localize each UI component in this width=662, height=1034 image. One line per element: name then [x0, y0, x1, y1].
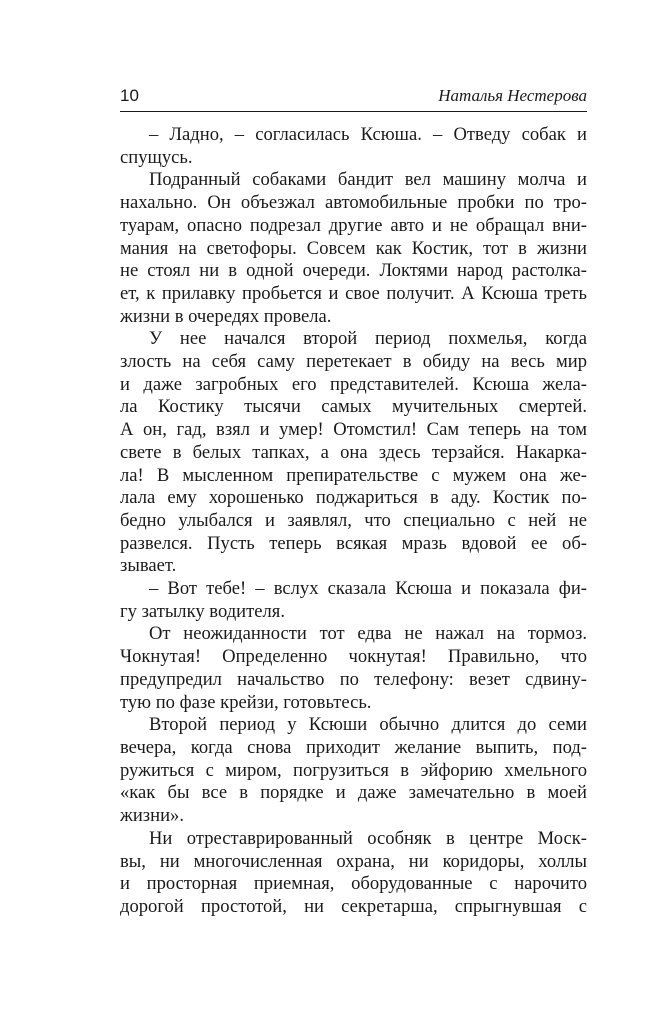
text-line: ет, к прилавку пробьется и свое получит. А Ксюша треть [120, 282, 587, 304]
text-line: и даже загробных его представителей. Ксюша жела- [120, 373, 587, 395]
body-text [120, 124, 587, 919]
text-line: туарам, опасно подрезал другие авто и не обращал вни- [120, 214, 587, 236]
text-line: «как бы все в порядке и даже замечательно в моей [120, 782, 587, 804]
text-line: жизни в очередях провела. [120, 305, 332, 327]
author-running-title: Наталья Нестерова [438, 86, 587, 105]
text-line: бедно улыбался и заявлял, что специально с ней не [120, 509, 587, 531]
text-line: А он, гад, взял и умер! Отомстил! Сам теперь на том [120, 419, 587, 441]
text-line: и просторная приемная, оборудованные с нарочито [120, 873, 587, 895]
running-head [120, 86, 587, 110]
text-line: зывает. [120, 555, 177, 577]
text-line: тую по фазе крейзи, готовьтесь. [120, 691, 372, 713]
text-line: спущусь. [120, 146, 193, 168]
text-line: – Вот тебе! – вслух сказала Ксюша и показала фи- [149, 578, 587, 600]
text-line: не стоял ни в одной очереди. Локтями народ растолка- [120, 260, 587, 282]
text-line: Второй период у Ксюши обычно длится до семи [149, 714, 587, 736]
page-number: 10 [120, 86, 139, 105]
text-line: Ни отреставрированный особняк в центре Моск- [149, 827, 587, 849]
text-line: злость на себя саму перетекает в обиду на весь мир [120, 351, 587, 373]
text-line: дорогой простотой, ни секретарша, спрыгнувшая с [120, 895, 587, 917]
text-line: Подранный собаками бандит вел машину молча и [149, 169, 587, 191]
header-rule [120, 111, 587, 112]
text-line: От неожиданности тот едва не нажал на тормоз. [149, 623, 587, 645]
text-line: ла! В мысленном препирательстве с мужем она же- [120, 464, 587, 486]
text-line: мания на светофоры. Совсем как Костик, тот в жизни [120, 237, 587, 259]
text-line: нахально. Он объезжал автомобильные пробки по тро- [120, 192, 587, 214]
text-line: гу затылку водителя. [120, 600, 285, 622]
text-line: жизни». [120, 805, 184, 827]
text-line: ружиться с миром, погрузиться в эйфорию хмельного [120, 759, 587, 781]
text-line: свете в белых тапках, а она здесь терзайся. Накарка- [120, 441, 587, 463]
text-line: ла Костику тысячи самых мучительных смертей. [120, 396, 587, 418]
text-line: вечера, когда снова приходит желание выпить, под- [120, 736, 587, 758]
text-line: У нее начался второй период похмелья, когда [149, 328, 587, 350]
text-line: вы, ни многочисленная охрана, ни коридоры, холлы [120, 850, 587, 872]
text-line: Чокнутая! Определенно чокнутая! Правильно, что [120, 646, 587, 668]
text-line: предупредил начальство по телефону: везет сдвину- [120, 668, 587, 690]
text-line: лала ему хорошенько поджариться в аду. Костик по- [120, 487, 587, 509]
text-line: развелся. Пусть теперь всякая мразь вдовой ее об- [120, 532, 587, 554]
text-line: – Ладно, – согласилась Ксюша. – Отведу собак и [149, 124, 587, 145]
